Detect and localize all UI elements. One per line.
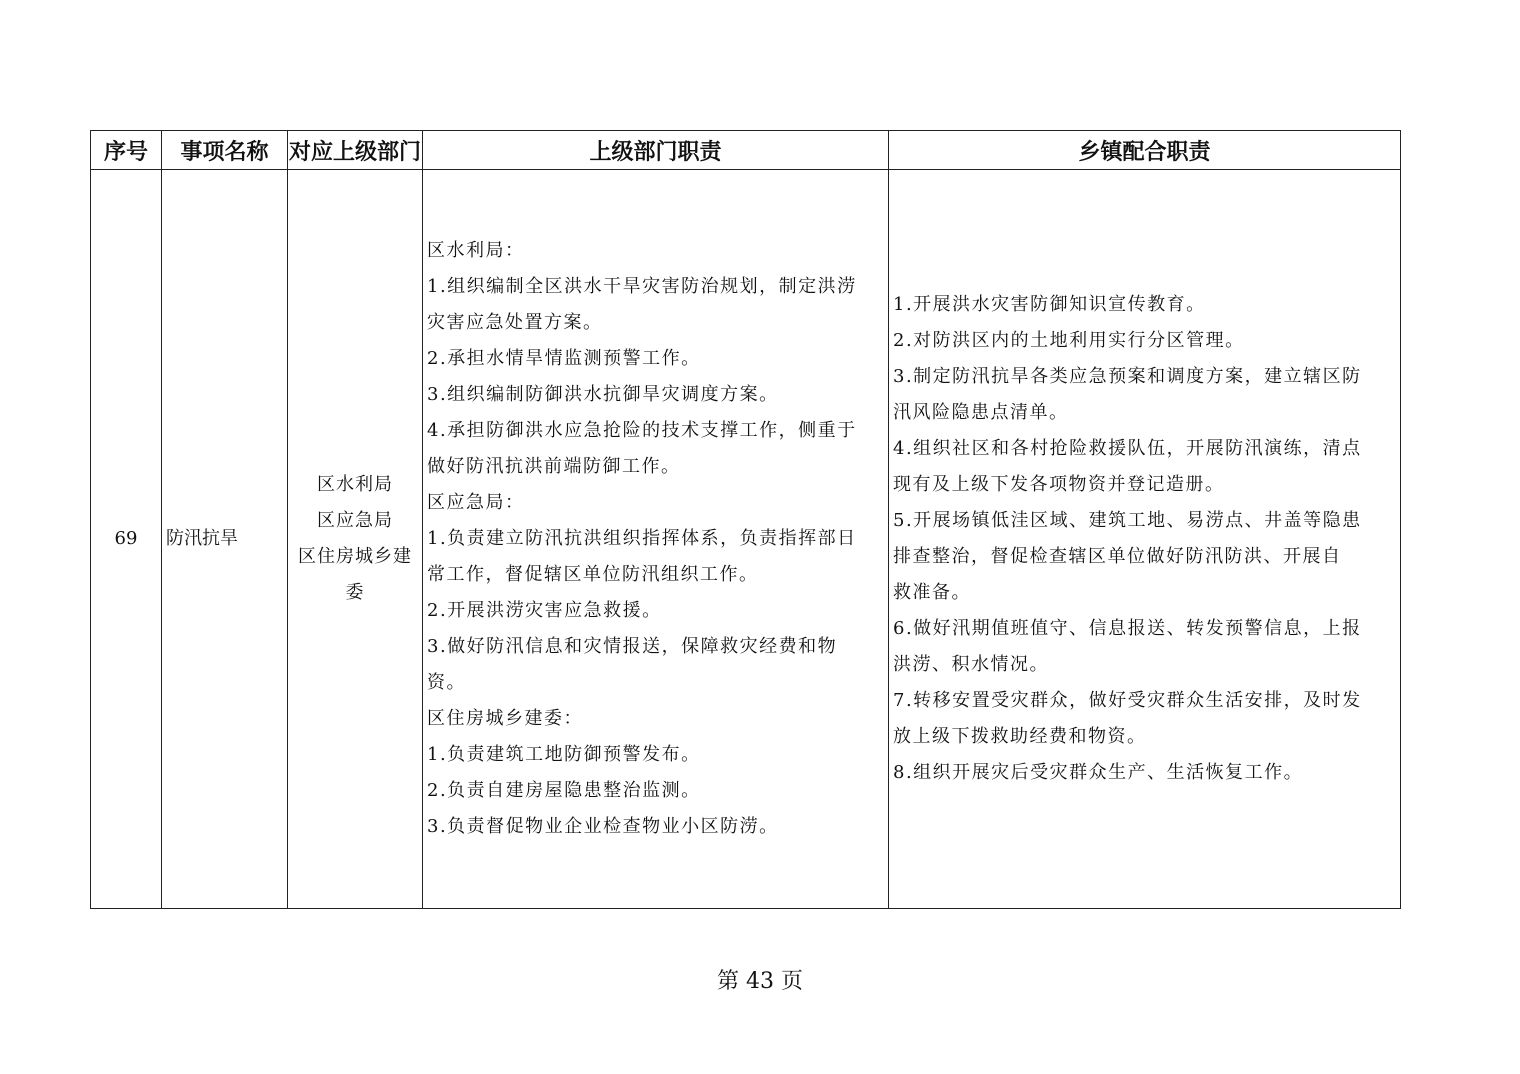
township-duty-line: 汛风险隐患点清单。: [893, 402, 1069, 423]
township-duty-line: 7.转移安置受灾群众，做好受灾群众生活安排，及时发: [893, 690, 1362, 711]
superior-duty-line: 资。: [427, 672, 466, 693]
department-line: 区住房城乡建: [298, 546, 412, 567]
header-superior-department: 对应上级部门: [288, 131, 423, 170]
township-duty-line: 1.开展洪水灾害防御知识宣传教育。: [893, 294, 1206, 315]
duty-table: [90, 130, 1401, 909]
header-item-name: 事项名称: [162, 131, 288, 170]
township-duty-line: 4.组织社区和各村抢险救援队伍，开展防汛演练，清点: [893, 438, 1362, 459]
superior-duty-line: 2.负责自建房屋隐患整治监测。: [427, 780, 701, 801]
row-township-duties: [889, 170, 1401, 909]
row-number: 69: [91, 170, 162, 909]
township-duty-line: 现有及上级下发各项物资并登记造册。: [893, 474, 1225, 495]
township-duty-line: 6.做好汛期值班值守、信息报送、转发预警信息，上报: [893, 618, 1362, 639]
superior-duty-line: 灾害应急处置方案。: [427, 312, 603, 333]
department-line: 委: [345, 582, 365, 603]
header-township-duties: 乡镇配合职责: [889, 131, 1401, 170]
township-duty-line: 排查整治，督促检查辖区单位做好防汛防洪、开展自: [893, 546, 1342, 567]
superior-duty-line: 4.承担防御洪水应急抢险的技术支撑工作，侧重于: [427, 420, 857, 441]
row-superior-duties: [423, 170, 889, 909]
superior-duty-line: 区应急局：: [427, 492, 525, 513]
superior-duty-line: 区水利局：: [427, 240, 525, 261]
superior-duty-line: 3.组织编制防御洪水抗御旱灾调度方案。: [427, 384, 779, 405]
department-line: 区应急局: [317, 510, 393, 531]
superior-duty-line: 1.组织编制全区洪水干旱灾害防治规划，制定洪涝: [427, 276, 857, 297]
township-duty-line: 放上级下拨救助经费和物资。: [893, 726, 1147, 747]
header-superior-duties: 上级部门职责: [423, 131, 889, 170]
township-duty-line: 8.组织开展灾后受灾群众生产、生活恢复工作。: [893, 762, 1304, 783]
superior-duty-line: 2.开展洪涝灾害应急救援。: [427, 600, 662, 621]
superior-duty-line: 常工作，督促辖区单位防汛组织工作。: [427, 564, 759, 585]
page-number: 第 43 页: [717, 969, 803, 994]
table-row: [91, 170, 1401, 909]
superior-duty-line: 1.负责建立防汛抗洪组织指挥体系，负责指挥部日: [427, 528, 857, 549]
superior-duty-line: 1.负责建筑工地防御预警发布。: [427, 744, 701, 765]
township-duty-line: 5.开展场镇低洼区域、建筑工地、易涝点、井盖等隐患: [893, 510, 1362, 531]
row-item-name: 防汛抗旱: [162, 170, 288, 909]
row-departments: [288, 170, 423, 909]
table-header-row: [91, 131, 1401, 170]
superior-duty-line: 区住房城乡建委：: [427, 708, 583, 729]
township-duty-line: 3.制定防汛抗旱各类应急预案和调度方案，建立辖区防: [893, 366, 1362, 387]
superior-duty-line: 3.负责督促物业企业检查物业小区防涝。: [427, 816, 779, 837]
township-duty-line: 洪涝、积水情况。: [893, 654, 1049, 675]
superior-duty-line: 3.做好防汛信息和灾情报送，保障救灾经费和物: [427, 636, 838, 657]
superior-duty-line: 2.承担水情旱情监测预警工作。: [427, 348, 701, 369]
township-duty-line: 救准备。: [893, 582, 971, 603]
department-line: 区水利局: [317, 474, 393, 495]
header-number: 序号: [91, 131, 162, 170]
superior-duty-line: 做好防汛抗洪前端防御工作。: [427, 456, 681, 477]
township-duty-line: 2.对防洪区内的土地利用实行分区管理。: [893, 330, 1245, 351]
